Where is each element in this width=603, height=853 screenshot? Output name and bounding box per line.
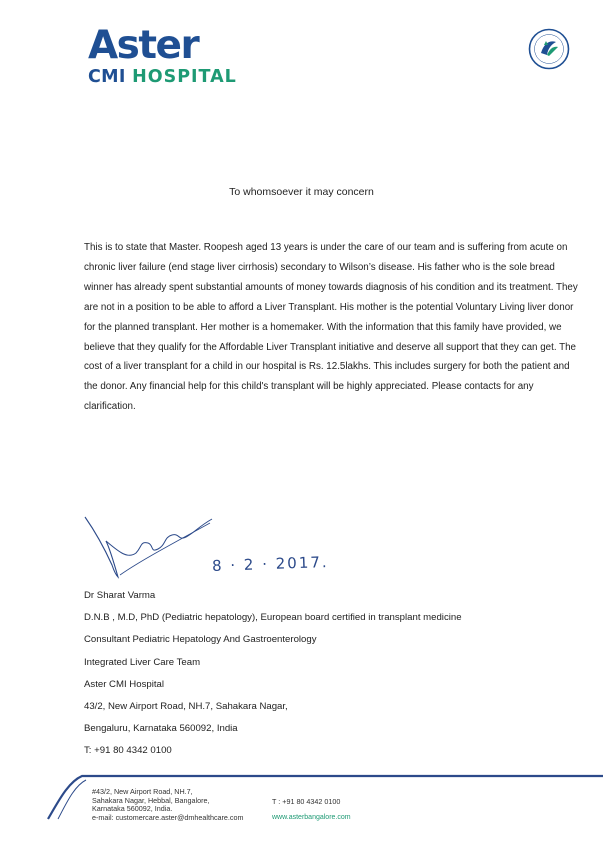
logo-cmi: CMI xyxy=(88,67,126,87)
signatory-phone: T: +91 80 4342 0100 xyxy=(84,745,172,757)
signatory-name: Dr Sharat Varma xyxy=(84,590,156,601)
signature-date: 8 · 2 · 2017. xyxy=(211,552,329,576)
signatory-block xyxy=(84,588,584,766)
logo-subtitle xyxy=(88,67,237,87)
salutation: To whomsoever it may concern xyxy=(229,186,374,198)
signatory-qualifications: D.N.B , M.D, PhD (Pediatric hepatology), European board certified in transplant medicine xyxy=(84,612,462,624)
hospital-logo xyxy=(88,23,237,87)
footer-phone: T : +91 80 4342 0100 xyxy=(272,797,341,806)
signatory-hospital: Aster CMI Hospital xyxy=(84,678,164,690)
signatory-address-line1: 43/2, New Airport Road, NH.7, Sahakara Nagar, xyxy=(84,700,288,712)
signatory-address-line2: Bengaluru, Karnataka 560092, India xyxy=(84,723,238,735)
logo-brand: Aster xyxy=(88,23,199,68)
signatory-designation: Consultant Pediatric Hepatology And Gastroenterology xyxy=(84,634,317,646)
signatory-team: Integrated Liver Care Team xyxy=(84,656,201,668)
aster-dm-emblem-icon xyxy=(528,28,570,70)
logo-hospital: HOSPITAL xyxy=(132,67,237,87)
footer-address-line: Karnataka 560092, India. xyxy=(92,804,173,814)
footer-address-line: #43/2, New Airport Road, NH.7, xyxy=(92,787,193,796)
footer-swoosh xyxy=(0,772,603,820)
footer-address-line: Sahakara Nagar, Hebbal, Bangalore, xyxy=(92,795,210,805)
letter-body: This is to state that Master. Roopesh aged 13 years is under the care of our team and is suffering from acute on chronic liver failure (end stage liver cirrhosis) secondary to Wilson’s disease. His father who is the sole bread winner has already spent substantial amounts of money towards diagnosis of his condition and its treatment. They are not in a position to be able to afford a Liver Transplant. His mother is the potential Voluntary Living liver donor for the planned transplant. Her mother is a homemaker. With the information that this family have provided, we believe that they qualify for the Affordable Liver Transplant initiative and deserve all support that they can get. The cost of a liver transplant for a child in our hospital is Rs. 12.5lakhs. This includes surgery for both the patient and the donor. Any financial help for this child's transplant will be highly appreciated. Please contacts for any clarification. xyxy=(84,242,578,413)
footer-email[interactable]: e-mail: customercare.aster@dmhealthcare.com xyxy=(92,812,244,822)
footer-website[interactable]: www.asterbangalore.com xyxy=(272,814,351,821)
footer-address xyxy=(92,788,244,822)
handwritten-signature xyxy=(80,505,225,583)
